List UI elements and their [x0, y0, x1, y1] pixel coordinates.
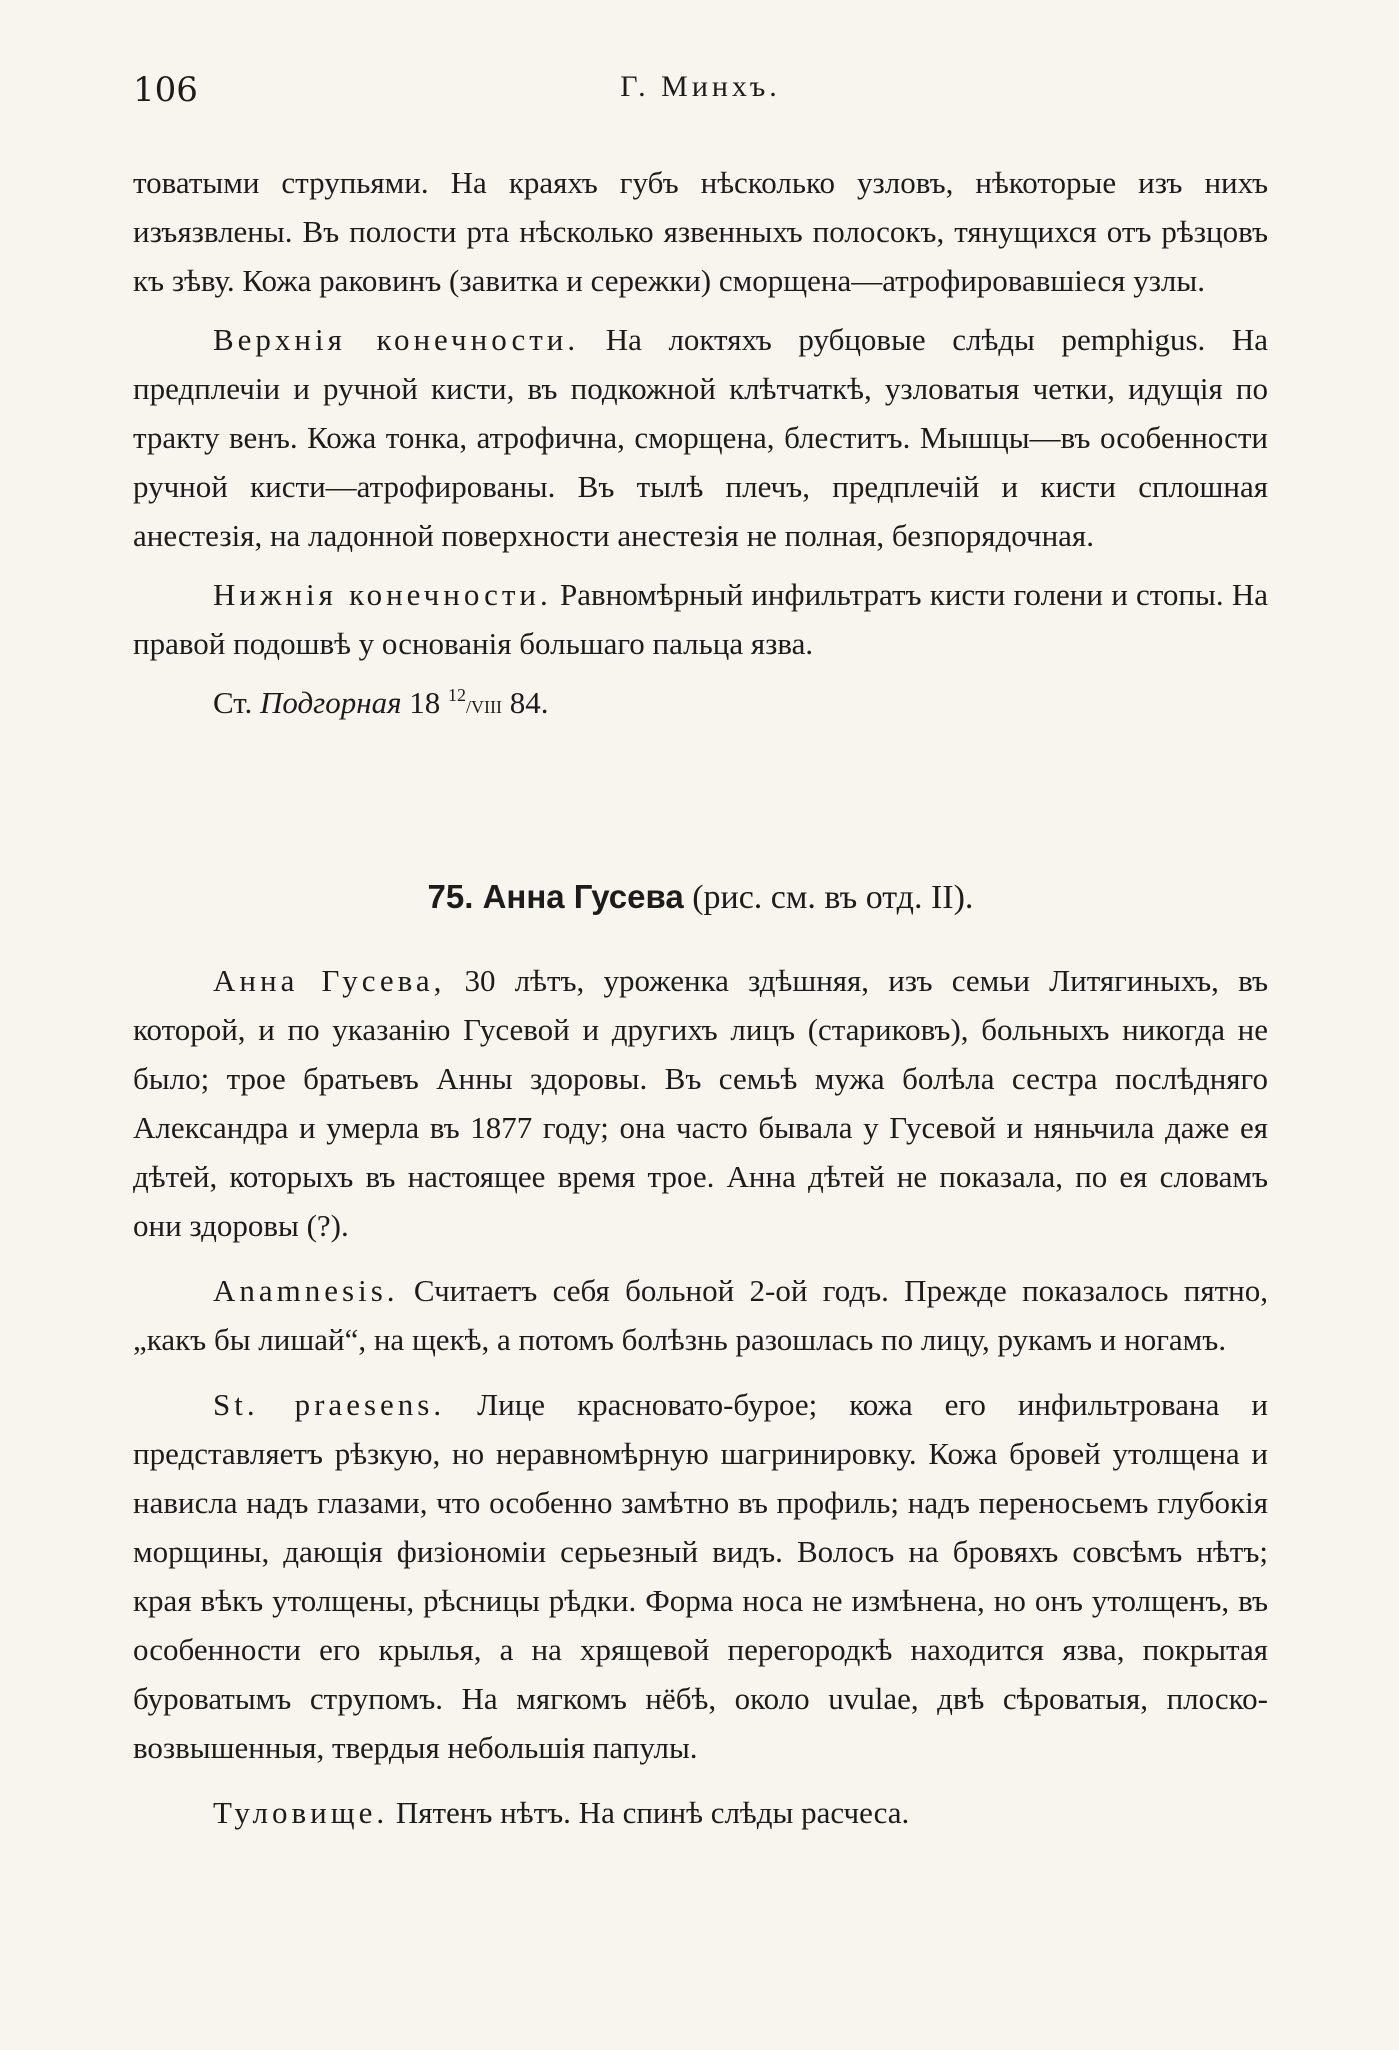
section-label-upper-limbs: Верхнія конечности.	[213, 322, 580, 357]
paragraph-history	[133, 956, 1268, 1250]
paragraph-upper-limbs	[133, 315, 1268, 560]
lower-limbs-text: Равномѣрный инфильтратъ кисти голени и стопы. На правой подошвѣ у основанія большаго пальца язва.	[133, 577, 1268, 661]
paragraph-lower-limbs	[133, 570, 1268, 668]
paragraph-status-praesens	[133, 1380, 1268, 1772]
paragraph-anamnesis	[133, 1266, 1268, 1364]
page-number: 106	[133, 70, 198, 110]
section-label-lower-limbs: Нижнія конечности.	[213, 577, 552, 612]
case-75-heading	[133, 872, 1268, 923]
patient-name: Анна Гусева,	[213, 963, 446, 998]
place-date-line	[133, 678, 1268, 732]
signature-year: 84.	[502, 685, 549, 720]
running-title: Г. Минхъ.	[620, 70, 781, 103]
anamnesis-text: Считаетъ себя больной 2-ой годъ. Прежде показалось пятно, „какъ бы лишай“, на щекѣ, а потомъ болѣзнь разошлась по лицу, рукамъ и ногамъ.	[133, 1273, 1268, 1357]
signature-place: Подгорная	[259, 685, 402, 720]
section-label-status-praesens: St. praesens.	[213, 1387, 446, 1422]
case-74-continuation	[133, 158, 1268, 732]
signature-day: 18	[401, 685, 449, 720]
case-75-body	[133, 956, 1268, 1837]
signature-prefix: Ст.	[213, 685, 260, 720]
history-text: 30 лѣтъ, уроженка здѣшняя, изъ семьи Литягиныхъ, въ которой, и по указанію Гусевой и другихъ лицъ (стариковъ), больныхъ никогда не было; трое братьевъ Анны здоровы. Въ семьѣ мужа болѣла сестра послѣдняго Александра и умерла въ 1877 году; она часто бывала у Гусевой и няньчила даже ея дѣтей, которыхъ въ настоящее время трое. Анна дѣтей не показала, по ея словамъ они здоровы (?).	[133, 963, 1268, 1243]
status-praesens-text: Лице красновато-бурое; кожа его инфильтрована и представляетъ рѣзкую, но неравномѣрную шагринировку. Кожа бровей утолщена и нависла надъ глазами, что особенно замѣтно въ профиль; надъ переносьемъ глубокія морщины, дающія физіономіи серьезный видъ. Волосъ на бровяхъ совсѣмъ нѣтъ; края вѣкъ утолщены, рѣсницы рѣдки. Форма носа не измѣнена, но онъ утолщенъ, въ особенности его крылья, а на хрящевой перегородкѣ находится язва, покрытая буроватымъ струпомъ. На мягкомъ нёбѣ, около uvulae, двѣ сѣроватыя, плоско-возвышенныя, твердыя небольшія папулы.	[133, 1387, 1268, 1765]
trunk-text: Пятенъ нѣтъ. На спинѣ слѣды расчеса.	[388, 1795, 910, 1830]
section-label-anamnesis: Anamnesis.	[213, 1273, 399, 1308]
page-header	[133, 70, 1268, 120]
section-label-trunk: Туловище.	[213, 1795, 389, 1830]
paragraph-mouth-ears: товатыми струпьями. На краяхъ губъ нѣсколько узловъ, нѣкоторые изъ нихъ изъязвлены. Въ полости рта нѣсколько язвенныхъ полосокъ, тянущихся отъ рѣзцовъ къ зѣву. Кожа раковинъ (завитка и сережки) сморщена—атрофировавшіеся узлы.	[133, 165, 1268, 298]
signature-date-numerator: 12	[448, 685, 467, 705]
case-75-figure-note: (рис. см. въ отд. II).	[683, 879, 974, 916]
signature-month: /VIII	[466, 697, 503, 717]
upper-limbs-text: На локтяхъ рубцовые слѣды pemphigus. На предплечіи и ручной кисти, въ подкожной клѣтчаткѣ, узловатыя четки, идущія по тракту венъ. Кожа тонка, атрофична, сморщена, блеститъ. Мышцы—въ особенности ручной кисти—атрофированы. Въ тылѣ плечъ, предплечій и кисти сплошная анестезія, на ладонной поверхности анестезія не полная, безпорядочная.	[133, 322, 1268, 553]
paragraph-trunk	[133, 1788, 1268, 1837]
case-75-title: 75. Анна Гусева	[427, 878, 684, 915]
